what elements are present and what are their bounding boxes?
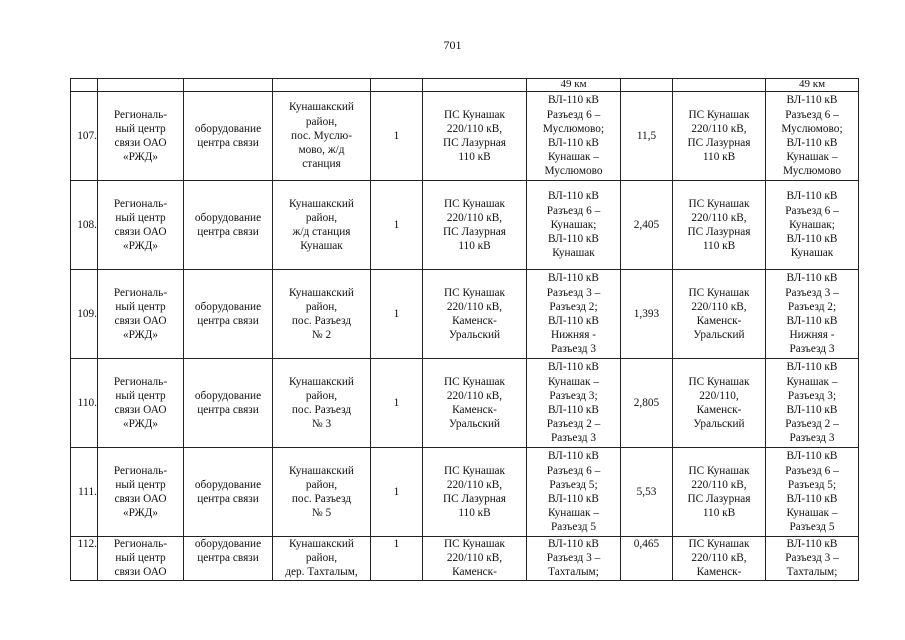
cell-text-line: ПС Кунашак	[688, 464, 750, 477]
cell-count: 1	[371, 92, 423, 181]
cell-count: 1	[371, 181, 423, 270]
cell-reserve-line	[766, 448, 859, 537]
cell-reserve-source	[673, 181, 766, 270]
cell-text-line: ПС Лазурная	[687, 493, 751, 505]
cell-count: 1	[371, 448, 423, 537]
cell-text-line: «РЖД»	[122, 418, 158, 431]
cell-text-line: ж/д станция	[292, 226, 351, 238]
cell-number: 109.	[71, 270, 98, 359]
cell-text-line: оборудование	[194, 122, 262, 135]
table-row	[71, 359, 859, 448]
cont-cell-count	[371, 79, 423, 92]
cell-text-line: центра связи	[197, 137, 259, 149]
cell-text-line: ный центр	[115, 300, 166, 313]
cell-text-line: связи ОАО	[114, 315, 167, 327]
cell-text-line: ПС Лазурная	[443, 137, 506, 149]
cont-cell-distance	[621, 79, 673, 92]
cell-text-line: Кунашак –	[786, 151, 838, 164]
cell-location	[273, 359, 371, 448]
cell-text-line: 220/110 кВ,	[691, 300, 747, 313]
cell-power-line	[527, 270, 621, 359]
cont-cell-line2: 49 км	[766, 79, 859, 92]
cell-organization	[98, 359, 184, 448]
cell-text-line: Нижняя -	[550, 329, 597, 342]
cell-text-line: ВЛ-110 кВ	[548, 233, 599, 246]
cell-text-line: Кунашак;	[550, 218, 597, 231]
continuation-row	[71, 79, 859, 92]
cont-cell-object	[184, 79, 273, 92]
cell-text-line: 220/110 кВ,	[691, 211, 747, 224]
cell-text-line: Кунашак –	[547, 507, 600, 520]
cell-text-line: Муслюмово;	[542, 122, 605, 135]
cell-reserve-source	[673, 359, 766, 448]
cell-number: 112.	[71, 537, 98, 581]
cell-text-line: Разъезд 2;	[549, 300, 598, 313]
cell-text-line: дер. Тахталым,	[285, 566, 358, 579]
cell-text-line: Разъезд 6 –	[785, 108, 839, 121]
cell-text-line: связи ОАО	[114, 493, 167, 505]
cell-text-line: Каменск-	[696, 566, 742, 579]
cell-text-line: 110 кВ	[458, 151, 491, 164]
cell-power-source	[423, 270, 527, 359]
cell-text-line: ПС Кунашак	[688, 108, 750, 121]
cell-text-line: ВЛ-110 кВ	[548, 190, 599, 203]
registry-table	[70, 78, 859, 581]
cell-text-line: ВЛ-110 кВ	[786, 493, 838, 505]
cell-object	[184, 270, 273, 359]
cell-text-line: ПС Кунашак	[443, 286, 506, 299]
cell-text-line: Кунашакский	[289, 538, 354, 550]
cont-cell-num	[71, 79, 98, 92]
cell-text-line: «РЖД»	[122, 507, 158, 520]
cell-text-line: район,	[305, 389, 338, 402]
cell-text-line: 110 кВ	[458, 507, 491, 520]
page-number: 701	[443, 38, 462, 52]
cell-text-line: ВЛ-110 кВ	[548, 538, 599, 550]
cell-number: 108.	[71, 181, 98, 270]
cell-text-line: пос. Разъезд	[291, 493, 352, 505]
cell-text-line: Муслюмово	[782, 165, 842, 178]
cell-text-line: район,	[305, 552, 338, 565]
cell-text-line: Уральский	[693, 329, 745, 342]
cell-text-line: станция	[302, 158, 341, 171]
cell-text-line: Разъезд 5	[550, 521, 597, 534]
cell-text-line: «РЖД»	[122, 329, 158, 342]
cell-number: 111.	[71, 448, 98, 537]
cell-text-line: мово, ж/д	[298, 144, 345, 157]
cell-text-line: 220/110 кВ,	[446, 300, 503, 313]
cell-text-line: ПС Лазурная	[687, 137, 751, 149]
cell-text-line: Разъезд 2;	[787, 300, 837, 313]
cell-text-line: Разъезд 5;	[549, 478, 598, 491]
cell-text-line: Разъезд 5	[789, 521, 835, 534]
cell-text-line: ПС Лазурная	[443, 226, 506, 238]
cell-text-line: ПС Кунашак	[443, 375, 506, 388]
cell-text-line: связи ОАО	[114, 137, 167, 149]
cell-text-line: Кунашак –	[786, 375, 838, 388]
cell-text-line: ный центр	[115, 552, 166, 565]
cell-reserve-line	[766, 270, 859, 359]
cell-text-line: 110 кВ	[702, 151, 736, 164]
cell-text-line: ПС Кунашак	[688, 375, 750, 388]
cell-text-line: ПС Кунашак	[688, 286, 750, 299]
cont-cell-source2	[673, 79, 766, 92]
cell-text-line: ПС Лазурная	[687, 226, 751, 238]
cell-text-line: Каменск-	[696, 404, 742, 416]
cell-text-line: Разъезд 2 –	[785, 418, 839, 431]
cell-text-line: ный центр	[115, 122, 166, 135]
cell-object	[184, 92, 273, 181]
cell-text-line: ВЛ-110 кВ	[786, 137, 838, 149]
cell-reserve-source	[673, 537, 766, 581]
cell-text-line: Разъезд 3	[789, 432, 835, 445]
cell-text-line: ПС Кунашак	[443, 464, 506, 477]
cell-text-line: район,	[305, 300, 338, 313]
cell-text-line: Кунашак	[300, 240, 343, 253]
cell-text-line: 110 кВ	[702, 507, 736, 520]
cell-text-line: оборудование	[194, 300, 262, 313]
cell-text-line: Тахталым;	[548, 566, 599, 579]
cell-text-line: ВЛ-110 кВ	[786, 190, 838, 203]
cell-text-line: Разъезд 2 –	[546, 418, 601, 431]
cell-text-line: связи ОАО	[114, 566, 167, 579]
cell-count: 1	[371, 537, 423, 581]
cell-organization	[98, 537, 184, 581]
cell-text-line: Кунашак –	[547, 375, 600, 388]
cell-text-line: центра связи	[197, 552, 259, 565]
cell-text-line: центра связи	[197, 226, 259, 238]
cell-count: 1	[371, 359, 423, 448]
cell-number: 110.	[71, 359, 98, 448]
cell-text-line: Разъезд 6 –	[546, 464, 601, 477]
cell-text-line: ВЛ-110 кВ	[548, 94, 599, 107]
table-row	[71, 448, 859, 537]
cell-organization	[98, 270, 184, 359]
cell-text-line: оборудование	[194, 538, 262, 550]
cell-reserve-source	[673, 448, 766, 537]
cell-text-line: Разъезд 3;	[787, 389, 837, 402]
cell-reserve-line	[766, 92, 859, 181]
cell-reserve-source	[673, 92, 766, 181]
cell-text-line: Каменск-	[696, 315, 742, 327]
cell-text-line: 110 кВ	[702, 240, 736, 253]
cont-cell-source	[423, 79, 527, 92]
cont-cell-org	[98, 79, 184, 92]
cell-text-line: Кунашак	[552, 247, 595, 260]
cell-location	[273, 92, 371, 181]
cell-text-line: Кунашак;	[789, 218, 835, 231]
cell-text-line: Разъезд 6 –	[785, 204, 839, 217]
cell-text-line: ВЛ-110 кВ	[548, 404, 599, 416]
cell-text-line: Разъезд 3	[789, 343, 835, 356]
cell-power-source	[423, 448, 527, 537]
cell-text-line: Уральский	[448, 418, 501, 431]
cell-text-line: Разъезд 6 –	[546, 108, 601, 121]
cell-distance: 11,5	[621, 92, 673, 181]
table-body	[71, 79, 859, 581]
cell-text-line: пос. Муслю-	[291, 129, 352, 142]
cell-text-line: ВЛ-110 кВ	[786, 94, 838, 107]
cell-text-line: Кунашак –	[786, 507, 838, 520]
cell-object	[184, 537, 273, 581]
cell-object	[184, 181, 273, 270]
cell-text-line: № 2	[311, 329, 332, 342]
cell-distance: 5,53	[621, 448, 673, 537]
table-row	[71, 537, 859, 581]
cell-text-line: 220/110 кВ,	[691, 478, 747, 491]
cell-reserve-source	[673, 270, 766, 359]
cell-text-line: 110 кВ	[458, 240, 491, 253]
cell-number: 107.	[71, 92, 98, 181]
cell-text-line: 220/110 кВ,	[446, 552, 503, 565]
cell-text-line: Разъезд 3 –	[785, 286, 839, 299]
cell-text-line: Муслюмово;	[781, 122, 843, 135]
cell-power-line	[527, 537, 621, 581]
cont-cell-line: 49 км	[527, 79, 621, 92]
cell-text-line: оборудование	[194, 211, 262, 224]
cell-location	[273, 181, 371, 270]
cell-text-line: Кунашак –	[547, 151, 600, 164]
cell-text-line: ВЛ-110 кВ	[548, 272, 599, 285]
cell-text-line: Региональ-	[113, 375, 168, 388]
cell-text-line: Разъезд 5;	[787, 478, 837, 491]
cell-text-line: Региональ-	[113, 108, 168, 121]
cell-text-line: Кунашакский	[289, 286, 354, 299]
cell-power-source	[423, 181, 527, 270]
cell-power-source	[423, 359, 527, 448]
cell-organization	[98, 92, 184, 181]
cell-text-line: Каменск-	[452, 404, 497, 416]
cell-text-line: Разъезд 3 –	[546, 286, 601, 299]
cell-text-line: Разъезд 6 –	[546, 204, 601, 217]
cell-text-line: Каменск-	[452, 315, 497, 327]
cell-text-line: связи ОАО	[114, 404, 167, 416]
cell-text-line: Тахталым;	[786, 566, 838, 579]
cell-text-line: ВЛ-110 кВ	[786, 233, 838, 246]
cell-text-line: «РЖД»	[122, 240, 158, 253]
cell-text-line: 220/110 кВ,	[446, 389, 503, 402]
cell-text-line: № 5	[311, 507, 332, 520]
cell-text-line: Разъезд 3 –	[785, 552, 839, 565]
cell-reserve-line	[766, 359, 859, 448]
cell-text-line: № 3	[311, 418, 332, 431]
cell-object	[184, 448, 273, 537]
cell-text-line: Разъезд 3 –	[546, 552, 601, 565]
cell-location	[273, 537, 371, 581]
cell-text-line: Кунашакский	[289, 464, 354, 477]
cell-text-line: Уральский	[693, 418, 745, 431]
cell-text-line: оборудование	[194, 389, 262, 402]
cell-text-line: Каменск-	[452, 566, 497, 579]
cell-text-line: Кунашакский	[289, 197, 354, 210]
cell-distance: 0,465	[621, 537, 673, 581]
cell-text-line: 220/110 кВ,	[691, 122, 747, 135]
cell-text-line: ный центр	[115, 389, 166, 402]
cell-text-line: ВЛ-110 кВ	[786, 315, 838, 327]
cell-text-line: ный центр	[115, 478, 166, 491]
cell-text-line: Кунашак	[790, 247, 834, 260]
cell-text-line: 220/110 кВ,	[446, 122, 503, 135]
cell-location	[273, 270, 371, 359]
cell-text-line: Кунашакский	[289, 101, 354, 114]
cell-text-line: ПС Лазурная	[443, 493, 506, 505]
cell-text-line: Региональ-	[113, 197, 168, 210]
cell-text-line: ВЛ-110 кВ	[786, 361, 838, 374]
cell-text-line: ВЛ-110 кВ	[548, 315, 599, 327]
cell-organization	[98, 181, 184, 270]
cell-text-line: ВЛ-110 кВ	[786, 450, 838, 463]
cell-power-source	[423, 537, 527, 581]
cell-organization	[98, 448, 184, 537]
cell-distance: 2,805	[621, 359, 673, 448]
cell-text-line: ПС Кунашак	[688, 538, 750, 550]
cell-text-line: Разъезд 3	[550, 432, 597, 445]
cont-cell-location	[273, 79, 371, 92]
cell-text-line: центра связи	[197, 315, 259, 327]
cell-text-line: связи ОАО	[114, 226, 167, 238]
cell-text-line: ВЛ-110 кВ	[548, 137, 599, 149]
cell-text-line: Региональ-	[113, 286, 168, 299]
cell-reserve-line	[766, 181, 859, 270]
cell-text-line: ный центр	[115, 211, 166, 224]
cell-text-line: Нижняя -	[789, 329, 835, 342]
cell-text-line: Уральский	[448, 329, 501, 342]
cell-text-line: ПС Кунашак	[443, 197, 506, 210]
cell-text-line: Кунашакский	[289, 375, 354, 388]
cell-count: 1	[371, 270, 423, 359]
cell-power-line	[527, 181, 621, 270]
cell-reserve-line	[766, 537, 859, 581]
cell-text-line: Муслюмово	[544, 165, 603, 178]
cell-text-line: 220/110 кВ,	[446, 478, 503, 491]
cell-text-line: Региональ-	[113, 538, 168, 550]
table-row	[71, 181, 859, 270]
cell-text-line: ПС Кунашак	[688, 197, 750, 210]
cell-power-line	[527, 448, 621, 537]
cell-distance: 2,405	[621, 181, 673, 270]
cell-text-line: ПС Кунашак	[443, 538, 506, 550]
cell-text-line: район,	[305, 211, 338, 224]
table-row	[71, 270, 859, 359]
cell-text-line: 220/110 кВ,	[691, 552, 747, 565]
cell-power-source	[423, 92, 527, 181]
cell-text-line: Разъезд 6 –	[785, 464, 839, 477]
cell-text-line: ВЛ-110 кВ	[786, 538, 838, 550]
cell-text-line: центра связи	[197, 404, 259, 416]
cell-text-line: район,	[305, 115, 338, 128]
cell-text-line: Разъезд 3;	[549, 389, 598, 402]
cell-location	[273, 448, 371, 537]
cell-text-line: ВЛ-110 кВ	[548, 450, 599, 463]
cell-text-line: ВЛ-110 кВ	[548, 493, 599, 505]
cell-text-line: ВЛ-110 кВ	[786, 404, 838, 416]
cell-distance: 1,393	[621, 270, 673, 359]
cell-text-line: ВЛ-110 кВ	[786, 272, 838, 285]
cell-text-line: Региональ-	[113, 464, 168, 477]
cell-object	[184, 359, 273, 448]
cell-text-line: район,	[305, 478, 338, 491]
cell-text-line: ВЛ-110 кВ	[548, 361, 599, 374]
table-row	[71, 92, 859, 181]
cell-text-line: 220/110 кВ,	[446, 211, 503, 224]
cell-power-line	[527, 92, 621, 181]
cell-text-line: «РЖД»	[122, 151, 158, 164]
cell-text-line: Разъезд 3	[550, 343, 597, 356]
cell-text-line: пос. Разъезд	[291, 315, 352, 327]
cell-text-line: оборудование	[194, 478, 262, 491]
cell-text-line: ПС Кунашак	[443, 108, 506, 121]
cell-text-line: пос. Разъезд	[291, 404, 352, 416]
cell-text-line: 220/110,	[699, 389, 739, 402]
cell-text-line: центра связи	[197, 493, 259, 505]
cell-power-line	[527, 359, 621, 448]
